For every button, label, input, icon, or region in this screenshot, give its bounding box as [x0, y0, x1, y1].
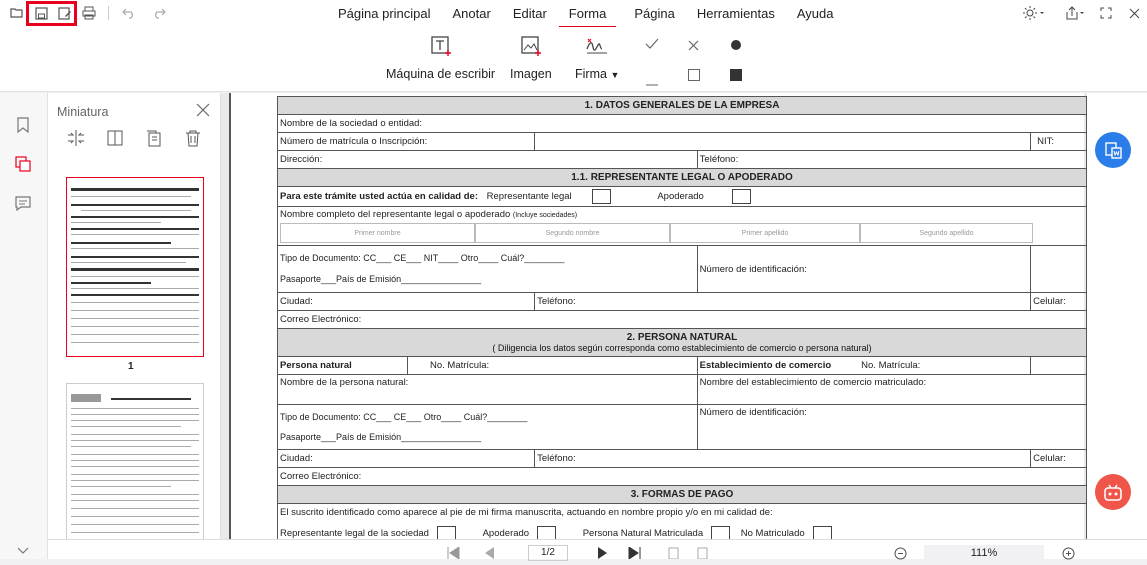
section-heading: 2. PERSONA NATURAL ( Diligencia los datos según corresponda como establecimiento de comercio o persona natural) — [278, 329, 1087, 357]
thumb-preview — [71, 390, 199, 559]
field-nit[interactable]: NIT: — [1031, 133, 1087, 151]
check-icon[interactable] — [645, 37, 659, 55]
signature-icon — [584, 35, 610, 57]
section-heading: 3. FORMAS DE PAGO — [278, 486, 1087, 504]
robot-icon — [1102, 482, 1124, 502]
form-table — [277, 96, 1087, 539]
field-matricula[interactable]: Número de matrícula o Inscripción: — [278, 133, 535, 151]
caret-down-icon: ▼ — [610, 70, 620, 80]
field-tipo-doc-pn[interactable]: Tipo de Documento: CC___ CE___ Otro____ Cuál?________ Pasaporte___País de Emisión________________ — [278, 405, 698, 450]
field-celular[interactable]: Celular: — [1031, 293, 1087, 311]
menu-form[interactable]: Forma — [568, 6, 607, 21]
square-filled-icon[interactable] — [730, 68, 742, 86]
fullscreen-icon[interactable] — [1097, 4, 1115, 22]
page-thumbnail-1[interactable] — [66, 177, 204, 357]
typewriter-tool[interactable] — [386, 35, 495, 81]
row-calidad: Representante legal de la sociedad Apoderado Persona Natural Matriculada No Matriculado — [278, 522, 1087, 540]
menu-home[interactable]: Página principal — [338, 6, 431, 21]
field-phone[interactable]: Teléfono: — [697, 151, 1086, 169]
image-label: Imagen — [510, 67, 552, 81]
signature-label: Firma — [575, 67, 607, 81]
thumb-preview — [71, 182, 199, 352]
bottom-bar — [48, 539, 1147, 559]
label-persona-natural: Persona natural — [278, 357, 408, 375]
image-icon — [519, 35, 543, 57]
input-primer-apellido[interactable]: Primer apellido — [670, 223, 860, 243]
field-tipo-doc[interactable]: Tipo de Documento: CC___ CE___ NIT____ Otro____ Cuál?________ Pasaporte___País de Emisión________________ — [278, 246, 698, 293]
field-no-matricula-pn[interactable]: No. Matrícula: — [408, 357, 698, 375]
bookmark-icon[interactable] — [13, 115, 33, 135]
main-menu — [338, 0, 834, 27]
zoom-out-icon[interactable] — [894, 547, 907, 565]
checkbox-rep-legal[interactable] — [592, 189, 611, 204]
square-outline-icon[interactable] — [688, 68, 700, 86]
menu-tools[interactable]: Herramientas — [696, 6, 775, 21]
field-ciudad[interactable]: Ciudad: — [278, 293, 535, 311]
close-panel-icon[interactable] — [196, 103, 212, 119]
comment-icon[interactable] — [13, 193, 33, 213]
input-primer-nombre[interactable]: Primer nombre — [280, 223, 475, 243]
field-company[interactable]: Nombre de la sociedad o entidad: — [278, 115, 1087, 133]
field-nombre-establecimiento[interactable]: Nombre del establecimiento de comercio matriculado: — [697, 375, 1086, 405]
field-num-id[interactable]: Número de identificación: — [697, 246, 1030, 293]
field-telefono[interactable]: Teléfono: — [535, 293, 1031, 311]
page-number-label: 1 — [128, 361, 134, 372]
field-matricula-value[interactable] — [535, 133, 1031, 151]
section-heading: 1. DATOS GENERALES DE LA EMPRESA — [278, 97, 1087, 115]
menu-annotate[interactable]: Anotar — [452, 6, 491, 21]
checkbox-no-matriculado[interactable] — [813, 526, 832, 539]
input-segundo-apellido[interactable]: Segundo apellido — [860, 223, 1033, 243]
thumbnail-panel-title: Miniatura — [57, 105, 109, 119]
document-viewport[interactable] — [221, 93, 1087, 539]
thumbnail-tools — [48, 125, 221, 155]
divider — [108, 6, 109, 20]
section-heading: 1.1. REPRESENTANTE LEGAL O APODERADO — [278, 169, 1087, 187]
image-tool[interactable] — [510, 35, 552, 81]
label-establecimiento: Establecimiento de comercio No. Matrícula: — [697, 357, 1030, 375]
field-num-id-value[interactable] — [1031, 246, 1087, 293]
menu-help[interactable]: Ayuda — [796, 6, 834, 21]
convert-icon — [1103, 140, 1123, 160]
print-icon[interactable] — [80, 4, 98, 22]
dot-icon[interactable] — [730, 38, 742, 56]
menu-page[interactable]: Página — [634, 6, 675, 21]
typewriter-label: Máquina de escribir — [386, 67, 496, 81]
page-input[interactable]: 1/2 — [528, 545, 568, 561]
row-tramite: Para este trámite usted actúa en calidad de: Representante legal Apoderado — [278, 187, 1087, 207]
ai-assistant-button[interactable] — [1095, 474, 1131, 510]
top-bar — [0, 0, 1147, 27]
last-page-icon[interactable] — [628, 546, 642, 564]
rotate-right-icon[interactable] — [696, 546, 710, 564]
text-suscrito: El suscrito identificado como aparece al pie de mi firma manuscrita, actuando en nombre propio y/o en mi calidad de: — [278, 504, 1087, 522]
field-telefono-pn[interactable]: Teléfono: — [535, 450, 1031, 468]
field-address[interactable]: Dirección: — [278, 151, 698, 169]
left-rail — [0, 93, 48, 559]
row-fullname: Nombre completo del representante legal o apoderado (Incluye sociedades) Primer nombre Segundo nombre Primer apellido Segundo apellido — [278, 207, 1087, 246]
extract-page-icon[interactable] — [145, 129, 163, 152]
line-icon[interactable] — [646, 73, 658, 91]
checkbox-apoderado[interactable] — [732, 189, 751, 204]
field-no-matricula-ec[interactable] — [1031, 357, 1087, 375]
zoom-level[interactable]: 111% — [924, 545, 1044, 561]
thumbnails-icon[interactable] — [13, 154, 33, 174]
field-celular-pn[interactable]: Celular: — [1031, 450, 1087, 468]
close-icon[interactable] — [1125, 4, 1143, 22]
menu-edit[interactable]: Editar — [512, 6, 547, 21]
chevron-down-icon[interactable] — [13, 541, 33, 561]
field-ciudad-pn[interactable]: Ciudad: — [278, 450, 535, 468]
undo-icon[interactable] — [120, 4, 138, 22]
delete-page-icon[interactable] — [184, 129, 202, 152]
field-correo-pn[interactable]: Correo Electrónico: — [278, 468, 1087, 486]
share-icon[interactable] — [1062, 4, 1090, 22]
form-toolbar — [0, 27, 1147, 92]
split-icon[interactable] — [67, 129, 85, 152]
typewriter-icon — [429, 35, 453, 57]
signature-tool[interactable] — [575, 35, 619, 81]
next-page-icon[interactable] — [598, 546, 608, 564]
convert-word-button[interactable] — [1095, 132, 1131, 168]
checkbox-apoderado-2[interactable] — [537, 526, 556, 539]
page-layout-icon[interactable] — [106, 129, 124, 152]
checkbox-rep-legal-soc[interactable] — [437, 526, 456, 539]
open-folder-icon[interactable] — [8, 4, 26, 22]
rotate-left-icon[interactable] — [666, 546, 680, 564]
prev-page-icon[interactable] — [484, 546, 494, 564]
zoom-in-icon[interactable] — [1062, 547, 1075, 565]
first-page-icon[interactable] — [446, 546, 460, 564]
field-num-id-pn[interactable]: Número de identificación: — [697, 405, 1086, 450]
thumbnail-panel — [48, 93, 221, 559]
checkbox-pn-matriculada[interactable] — [711, 526, 730, 539]
highlight-box — [26, 1, 77, 26]
cross-icon[interactable] — [688, 38, 699, 56]
field-correo[interactable]: Correo Electrónico: — [278, 311, 1087, 329]
theme-icon[interactable] — [1020, 4, 1048, 22]
field-nombre-persona[interactable]: Nombre de la persona natural: — [278, 375, 698, 405]
redo-icon[interactable] — [150, 4, 168, 22]
pdf-page — [229, 93, 1084, 539]
page-thumbnail-2[interactable] — [66, 383, 204, 559]
input-segundo-nombre[interactable]: Segundo nombre — [475, 223, 670, 243]
